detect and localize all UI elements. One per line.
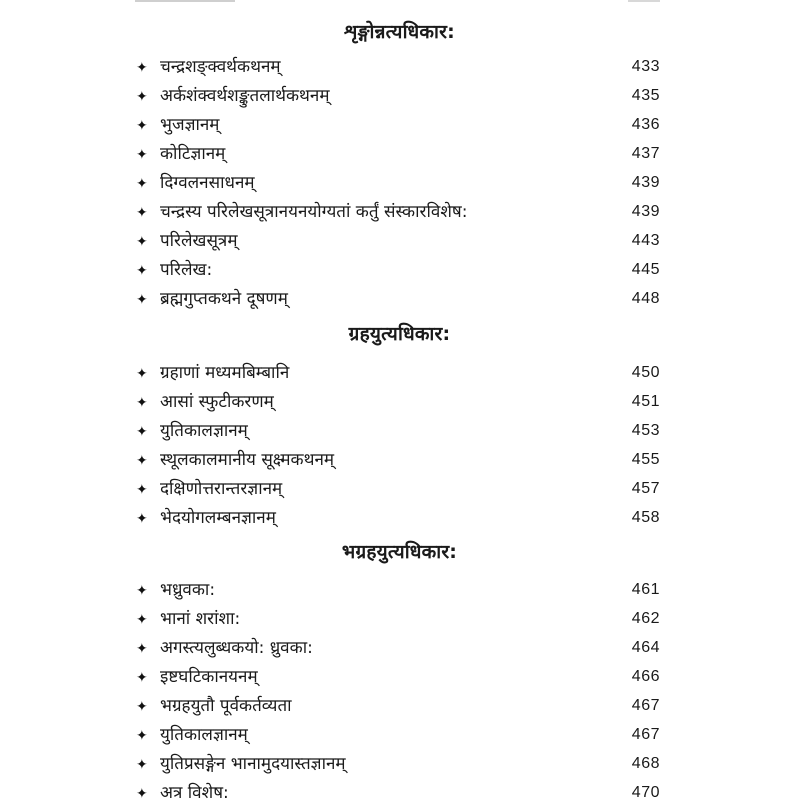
entry-page-number: 470 (631, 784, 660, 801)
toc-entry[interactable] (0, 664, 799, 693)
entry-page-number: 455 (631, 451, 660, 468)
diamond-bullet-icon: ✦ (136, 482, 148, 498)
toc-entry[interactable] (0, 751, 799, 780)
toc-entry[interactable] (0, 360, 799, 389)
entry-title: स्थूलकालमानीय सूक्ष्मकथनम् (160, 450, 335, 470)
entry-title: युतिप्रसङ्गेन भानामुदयास्तज्ञानम् (160, 754, 346, 774)
diamond-bullet-icon: ✦ (136, 728, 148, 744)
toc-entry[interactable] (0, 199, 799, 228)
entry-title: कोटिज्ञानम् (160, 144, 226, 164)
entry-page-number: 450 (631, 364, 660, 381)
diamond-bullet-icon: ✦ (136, 757, 148, 773)
toc-entry[interactable] (0, 83, 799, 112)
top-cut-page-number (628, 0, 660, 2)
entry-page-number: 461 (631, 581, 660, 598)
entry-page-number: 451 (631, 393, 660, 410)
entry-title: दक्षिणोत्तरान्तरज्ञानम् (160, 479, 283, 499)
entry-title: ब्रह्मगुप्तकथने दूषणम् (160, 289, 288, 309)
diamond-bullet-icon: ✦ (136, 511, 148, 527)
entry-page-number: 443 (631, 232, 660, 249)
toc-entry[interactable] (0, 389, 799, 418)
toc-entry[interactable] (0, 722, 799, 751)
toc-entry[interactable] (0, 693, 799, 722)
entry-page-number: 467 (631, 726, 660, 743)
entry-title: इष्टघटिकानयनम् (160, 667, 258, 687)
entry-title: भानां शरांशा: (160, 609, 241, 629)
toc-entry[interactable] (0, 170, 799, 199)
entry-title: आसां स्फुटीकरणम् (160, 392, 274, 412)
entry-page-number: 445 (631, 261, 660, 278)
entry-title: भध्रुवका: (160, 580, 216, 600)
entry-page-number: 468 (631, 755, 660, 772)
section-title: भग्रहयुत्यधिकार: (341, 541, 458, 563)
toc-entry[interactable] (0, 286, 799, 315)
diamond-bullet-icon: ✦ (136, 205, 148, 221)
entry-title: युतिकालज्ञानम् (160, 725, 248, 745)
entry-page-number: 462 (631, 610, 660, 627)
entry-page-number: 448 (631, 290, 660, 307)
diamond-bullet-icon: ✦ (136, 118, 148, 134)
entry-title: परिलेख: (160, 260, 213, 280)
entry-page-number: 457 (631, 480, 660, 497)
entry-title: परिलेखसूत्रम् (160, 231, 238, 251)
diamond-bullet-icon: ✦ (136, 263, 148, 279)
entry-page-number: 439 (631, 203, 660, 220)
section-title: शृङ्गोन्नत्यधिकार: (344, 21, 455, 43)
toc-entry[interactable] (0, 577, 799, 606)
entry-page-number: 467 (631, 697, 660, 714)
toc-entry[interactable] (0, 228, 799, 257)
entry-page-number: 433 (631, 58, 660, 75)
diamond-bullet-icon: ✦ (136, 453, 148, 469)
diamond-bullet-icon: ✦ (136, 699, 148, 715)
section-title: ग्रहयुत्यधिकार: (348, 323, 451, 345)
entry-title: भुजज्ञानम् (160, 115, 220, 135)
entry-page-number: 437 (631, 145, 660, 162)
entry-page-number: 458 (631, 509, 660, 526)
diamond-bullet-icon: ✦ (136, 395, 148, 411)
toc-entry[interactable] (0, 54, 799, 83)
toc-entry[interactable] (0, 257, 799, 286)
diamond-bullet-icon: ✦ (136, 60, 148, 76)
diamond-bullet-icon: ✦ (136, 176, 148, 192)
entry-page-number: 439 (631, 174, 660, 191)
toc-entry[interactable] (0, 476, 799, 505)
entry-title: अत्र विशेष: (160, 783, 229, 803)
entry-page-number: 464 (631, 639, 660, 656)
diamond-bullet-icon: ✦ (136, 786, 148, 802)
diamond-bullet-icon: ✦ (136, 366, 148, 382)
top-cut-rule (135, 0, 235, 2)
entry-title: चन्द्रशङ्क्वर्थकथनम् (160, 57, 281, 77)
diamond-bullet-icon: ✦ (136, 292, 148, 308)
entry-title: भग्रहयुतौ पूर्वकर्तव्यता (160, 696, 292, 716)
entry-page-number: 436 (631, 116, 660, 133)
diamond-bullet-icon: ✦ (136, 641, 148, 657)
diamond-bullet-icon: ✦ (136, 670, 148, 686)
toc-entry[interactable] (0, 418, 799, 447)
entry-title: चन्द्रस्य परिलेखसूत्रानयनयोग्यतां कर्तुं संस्कारविशेष: (160, 202, 468, 222)
entry-title: युतिकालज्ञानम् (160, 421, 248, 441)
toc-entry[interactable] (0, 635, 799, 664)
entry-page-number: 453 (631, 422, 660, 439)
toc-entry[interactable] (0, 112, 799, 141)
entry-title: अर्कशंक्वर्थशङ्कुतलार्थकथनम् (160, 86, 330, 106)
toc-entry[interactable] (0, 447, 799, 476)
toc-entry[interactable] (0, 141, 799, 170)
diamond-bullet-icon: ✦ (136, 89, 148, 105)
toc-entry[interactable] (0, 780, 799, 809)
diamond-bullet-icon: ✦ (136, 234, 148, 250)
entry-title: अगस्त्यलुब्धकयो: ध्रुवका: (160, 638, 313, 658)
diamond-bullet-icon: ✦ (136, 583, 148, 599)
toc-entry[interactable] (0, 505, 799, 534)
entry-page-number: 466 (631, 668, 660, 685)
toc-entry[interactable] (0, 606, 799, 635)
entry-page-number: 435 (631, 87, 660, 104)
diamond-bullet-icon: ✦ (136, 612, 148, 628)
entry-title: ग्रहाणां मध्यमबिम्बानि (160, 363, 290, 383)
entry-title: दिग्वलनसाधनम् (160, 173, 255, 193)
diamond-bullet-icon: ✦ (136, 424, 148, 440)
diamond-bullet-icon: ✦ (136, 147, 148, 163)
entry-title: भेदयोगलम्बनज्ञानम् (160, 508, 276, 528)
